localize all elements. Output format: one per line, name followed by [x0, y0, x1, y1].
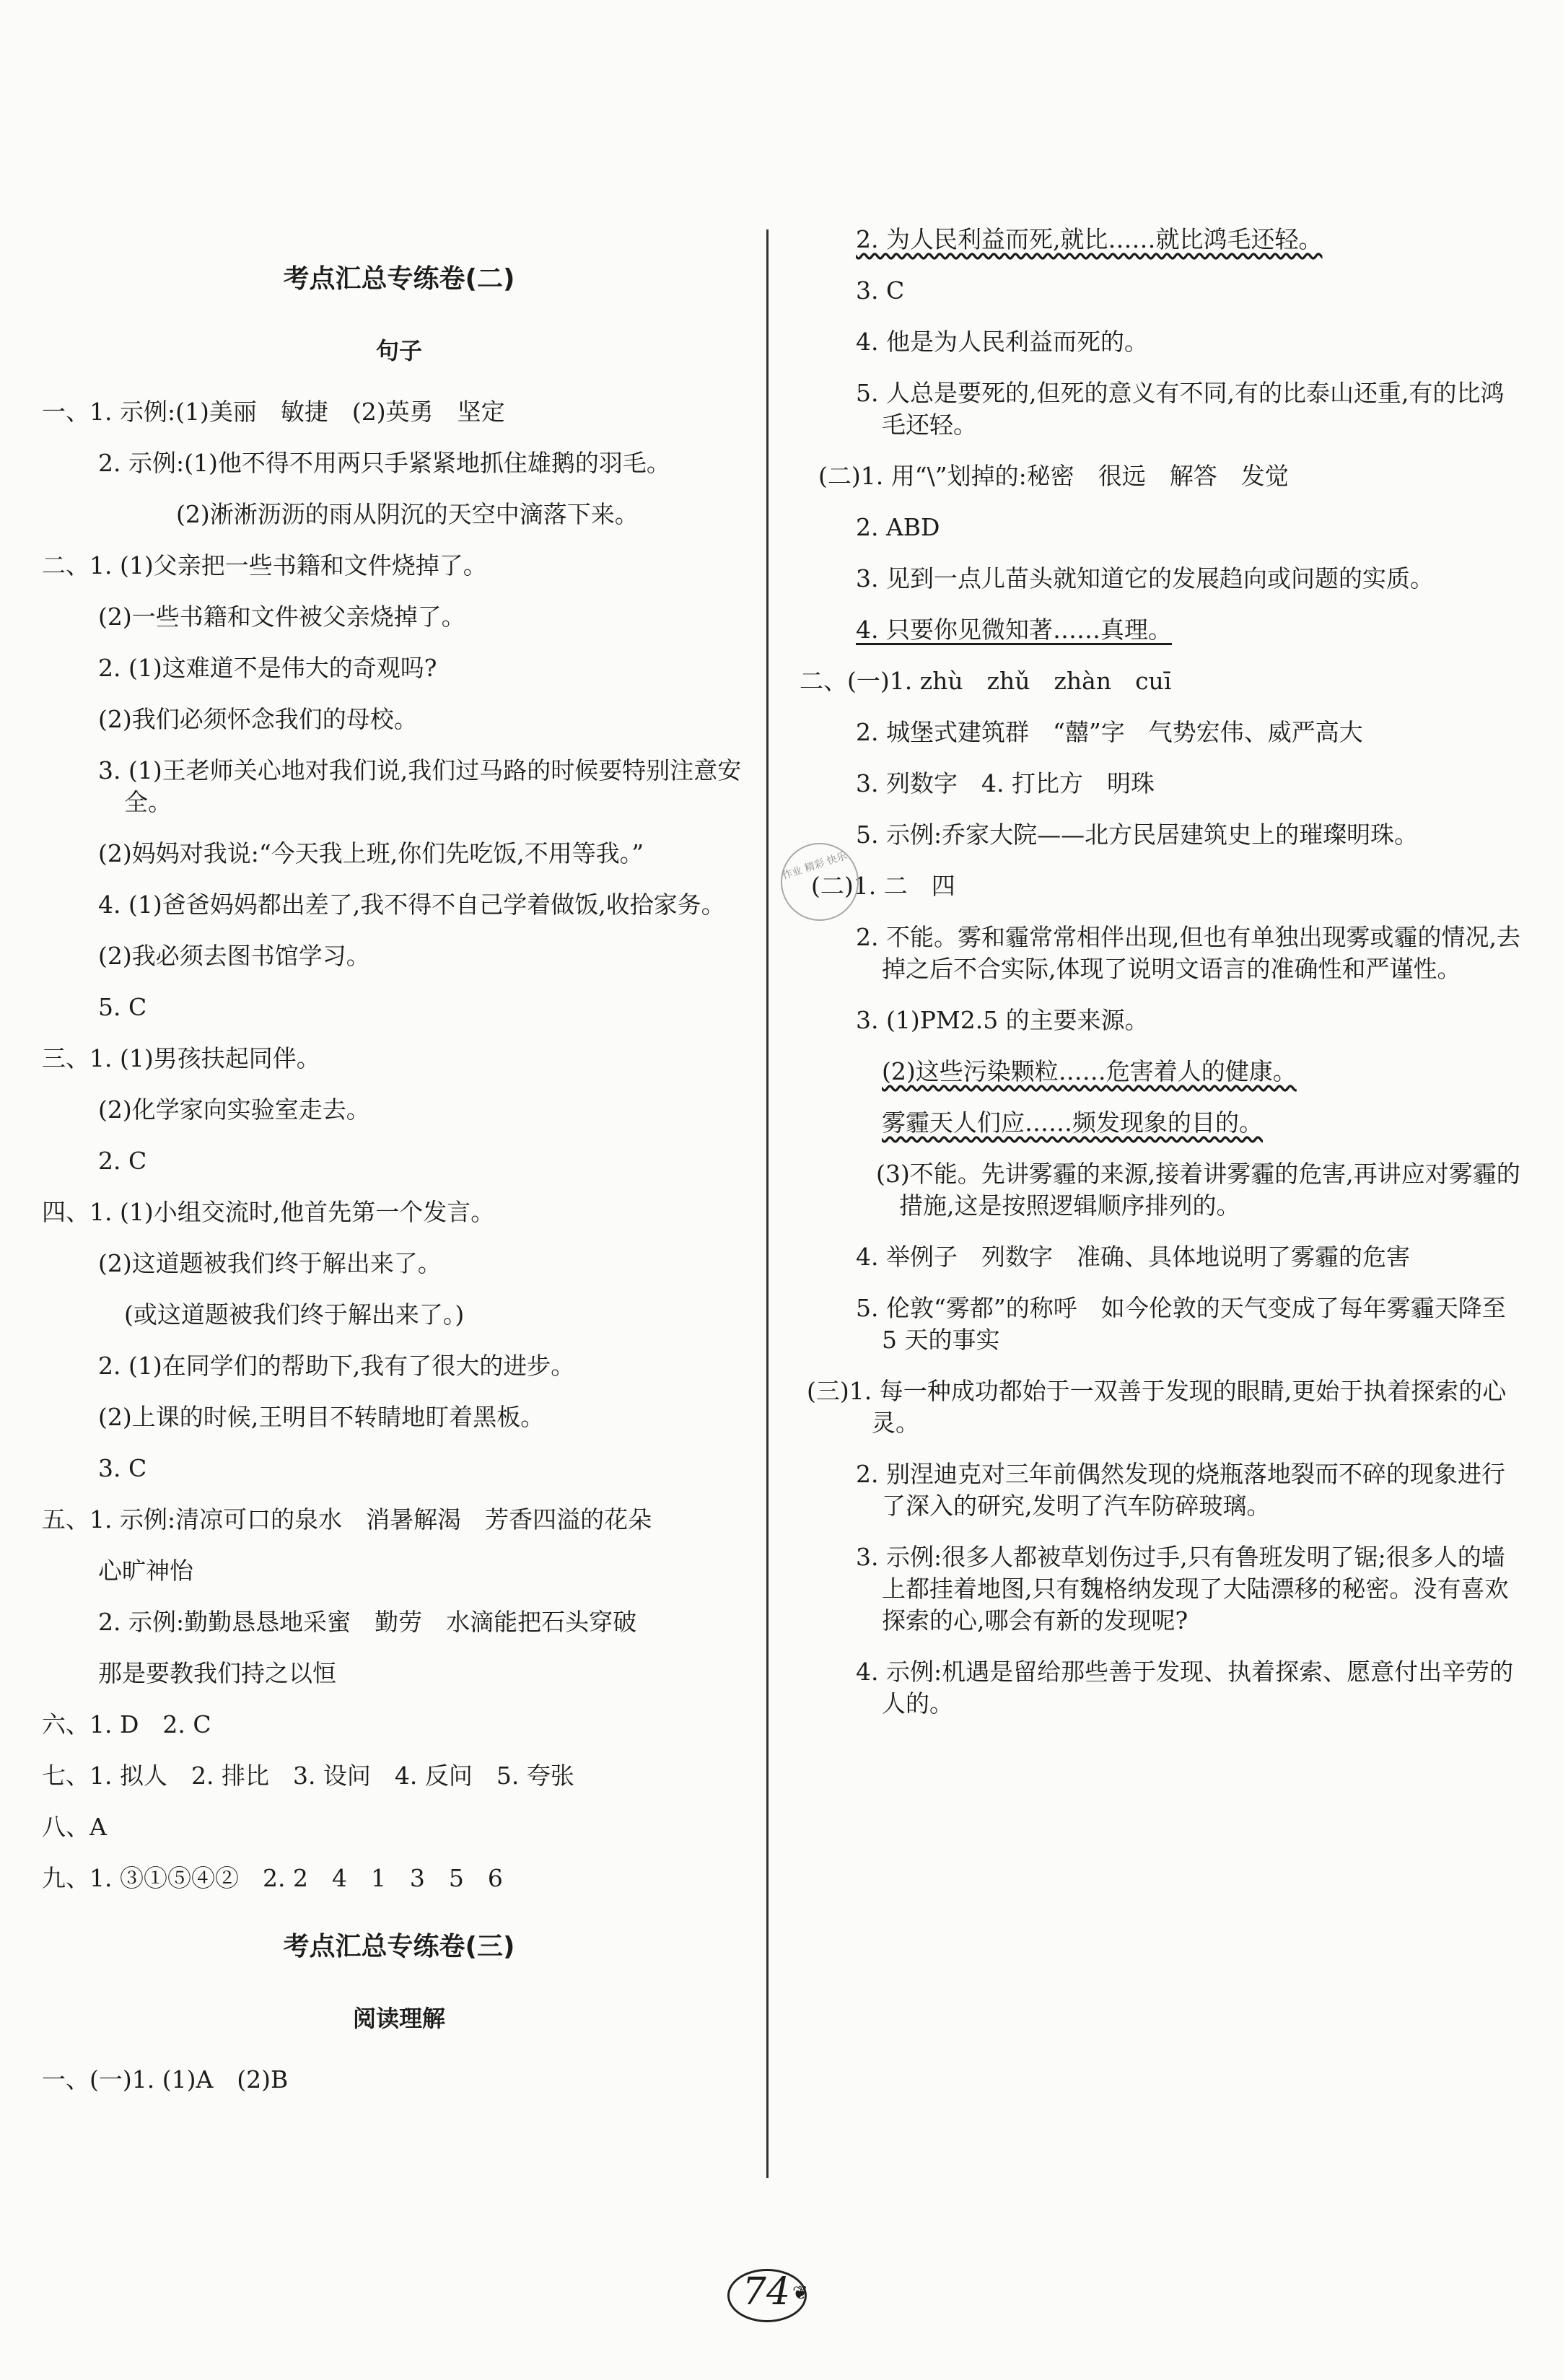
- answer-line: 五、1. 示例:清凉可口的泉水 消暑解渴 芳香四溢的花朵: [42, 1505, 652, 1534]
- answer-line: 3. C: [98, 1454, 147, 1482]
- left-column: [42, 216, 756, 2115]
- exam-title-2: 考点汇总专练卷(二): [283, 264, 515, 294]
- answer-line: 一、(一)1. (1)A (2)B: [42, 2065, 289, 2094]
- answer-line: 三、1. (1)男孩扶起同伴。: [42, 1044, 320, 1072]
- answer-line: (2)我们必须怀念我们的母校。: [98, 705, 418, 733]
- answer-line: (3)不能。先讲雾霾的来源,接着讲雾霾的危害,再讲应对雾霾的措施,这是按照逻辑顺序排列的。: [876, 1160, 1520, 1220]
- answer-line: 四、1. (1)小组交流时,他首先第一个发言。: [42, 1198, 495, 1226]
- answer-line: 六、1. D 2. C: [42, 1710, 211, 1738]
- answer-line: 九、1. ③①⑤④② 2. 2 4 1 3 5 6: [42, 1864, 503, 1892]
- answer-line: 2. C: [98, 1147, 147, 1175]
- answer-line: 4. 示例:机遇是留给那些善于发现、执着探索、愿意付出辛劳的人的。: [856, 1658, 1514, 1718]
- answer-line: 2. 别涅迪克对三年前偶然发现的烧瓶落地裂而不碎的现象进行了深入的研究,发明了汽车防碎玻璃。: [856, 1460, 1505, 1520]
- answer-line: (二)1. 用“\”划掉的:秘密 很远 解答 发觉: [818, 462, 1289, 490]
- section-heading-reading: 阅读理解: [352, 2005, 445, 2032]
- answer-line: 2. 示例:(1)他不得不用两只手紧紧地抓住雄鹅的羽毛。: [98, 449, 670, 477]
- answer-line: 5. C: [98, 993, 147, 1021]
- answer-line: (2)妈妈对我说:“今天我上班,你们先吃饭,不用等我。”: [98, 839, 644, 867]
- answer-line: 2. 示例:勤勤恳恳地采蜜 勤劳 水滴能把石头穿破: [98, 1608, 637, 1636]
- answer-line: 2. ABD: [856, 513, 940, 541]
- answer-line: 3. (1)王老师关心地对我们说,我们过马路的时候要特别注意安全。: [98, 756, 742, 816]
- column-divider: [766, 229, 769, 2178]
- answer-line: [800, 614, 1521, 646]
- answer-line: 二、1. (1)父亲把一些书籍和文件烧掉了。: [42, 551, 487, 579]
- answer-line: 3. C: [856, 276, 905, 305]
- answer-line: 2. (1)在同学们的帮助下,我有了很大的进步。: [98, 1352, 575, 1380]
- answer-line: (2)一些书籍和文件被父亲烧掉了。: [98, 603, 465, 631]
- underlined-answer: 4. 只要你见微知著……真理。: [856, 616, 1172, 644]
- answer-line: (二)1. 二 四: [811, 872, 955, 900]
- leaf-icon: ❦: [792, 2283, 808, 2304]
- answer-line: 3. 示例:很多人都被草划伤过手,只有鲁班发明了锯;很多人的墙上都挂着地图,只有魏格纳发现了大陆漂移的秘密。没有喜欢探索的心,哪会有新的发现呢?: [856, 1543, 1509, 1635]
- answer-line: 5. 人总是要死的,但死的意义有不同,有的比泰山还重,有的比鸿毛还轻。: [856, 379, 1505, 439]
- answer-line: 八、A: [42, 1813, 107, 1841]
- answer-line: 5. 示例:乔家大院——北方民居建筑史上的璀璨明珠。: [856, 821, 1419, 849]
- answer-line: 七、1. 拟人 2. 排比 3. 设问 4. 反问 5. 夸张: [42, 1762, 574, 1790]
- answer-line: 4. 他是为人民利益而死的。: [856, 328, 1148, 356]
- watermark-stamp: 作业 精彩 快乐: [771, 833, 869, 931]
- answer-line: 那是要教我们持之以恒: [98, 1659, 336, 1687]
- answer-line: 4. (1)爸爸妈妈都出差了,我不得不自己学着做饭,收拾家务。: [98, 891, 725, 919]
- answer-line: 一、1. 示例:(1)美丽 敏捷 (2)英勇 坚定: [42, 398, 505, 426]
- section-heading-sentence: 句子: [375, 337, 422, 364]
- answer-line: (2)这些污染颗粒……危害着人的健康。: [882, 1057, 1297, 1085]
- answer-line: (或这道题被我们终于解出来了。): [124, 1300, 465, 1329]
- answer-line: (2)淅淅沥沥的雨从阴沉的天空中滴落下来。: [176, 500, 639, 528]
- answer-line: (2)这道题被我们终于解出来了。: [98, 1249, 442, 1277]
- answer-line: (2)化学家向实验室走去。: [98, 1095, 370, 1124]
- answer-line: 4. 举例子 列数字 准确、具体地说明了雾霾的危害: [856, 1243, 1410, 1271]
- answer-line: 二、(一)1. zhù zhǔ zhàn cuī: [800, 667, 1172, 695]
- answer-line: 5. 伦敦“雾都”的称呼 如今伦敦的天气变成了每年雾霾天降至 5 天的事实: [856, 1294, 1506, 1354]
- answer-line: (三)1. 每一种成功都始于一双善于发现的眼睛,更始于执着探索的心灵。: [807, 1377, 1507, 1437]
- answer-line: 3. (1)PM2.5 的主要来源。: [856, 1006, 1149, 1034]
- answer-line: 3. 见到一点儿苗头就知道它的发展趋向或问题的实质。: [856, 564, 1434, 592]
- answer-line: 3. 列数字 4. 打比方 明珠: [856, 769, 1155, 797]
- right-column: [800, 224, 1521, 1739]
- answer-line: (2)上课的时候,王明目不转睛地盯着黑板。: [98, 1403, 545, 1431]
- exam-title-3: 考点汇总专练卷(三): [283, 1932, 515, 1961]
- answer-line: 2. (1)这难道不是伟大的奇观吗?: [98, 654, 437, 682]
- answer-line: 2. 不能。雾和霾常常相伴出现,但也有单独出现雾或霾的情况,去掉之后不合实际,体现了说明文语言的准确性和严谨性。: [856, 923, 1520, 983]
- answer-line: (2)我必须去图书馆学习。: [98, 942, 370, 970]
- page-number: [723, 2263, 810, 2321]
- page-number-text: 74: [742, 2270, 791, 2314]
- answer-line: 2. 为人民利益而死,就比……就比鸿毛还轻。: [856, 225, 1323, 253]
- answer-line: 雾霾天人们应……频发现象的目的。: [882, 1108, 1263, 1137]
- answer-line: 2. 城堡式建筑群 “囍”字 气势宏伟、威严高大: [856, 718, 1363, 746]
- answer-line: 心旷神怡: [98, 1557, 193, 1585]
